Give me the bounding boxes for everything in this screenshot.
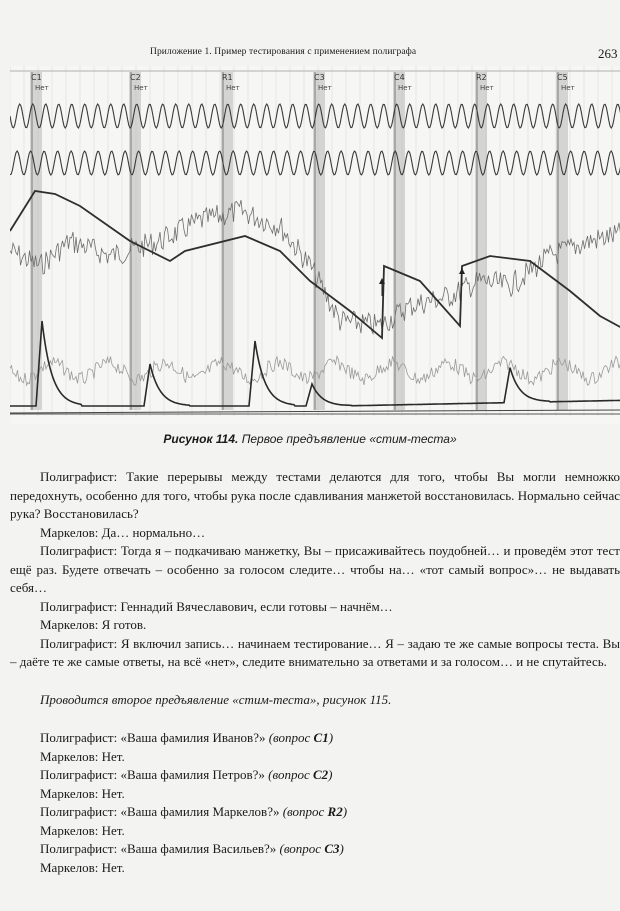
dialogue-text: Полиграфист: «Ваша фамилия Петров?» <box>40 767 265 782</box>
question-marker-label: C5 <box>557 73 568 82</box>
question-dialogue <box>10 729 620 877</box>
dialogue-text: Полиграфист: «Ваша фамилия Маркелов?» <box>40 804 280 819</box>
question-marker-label: C2 <box>130 73 141 82</box>
dialogue-line <box>10 729 620 748</box>
answer-label: Нет <box>134 84 148 92</box>
question-marker-label: C3 <box>314 73 325 82</box>
question-code: C3 <box>324 841 340 856</box>
question-marker-label: C4 <box>394 73 405 82</box>
answer-label: Нет <box>35 84 49 92</box>
stage-note <box>10 691 620 710</box>
dialogue-line <box>10 748 620 767</box>
dialogue-line <box>10 822 620 841</box>
page-header <box>0 46 620 64</box>
paragraph: Маркелов: Да… нормально… <box>40 524 206 540</box>
question-tag: (вопрос C1) <box>268 730 334 745</box>
question-code: R2 <box>327 804 343 819</box>
polygraph-chart-svg <box>10 66 620 424</box>
question-marker-label: R1 <box>222 73 233 82</box>
question-tag: (вопрос C3) <box>279 841 344 856</box>
dialogue-block <box>10 468 620 672</box>
caption-text: Первое предъявление «стим-теста» <box>241 432 457 446</box>
question-tag: (вопрос C2) <box>268 767 333 782</box>
answer-label: Нет <box>226 84 240 92</box>
dialogue-line <box>10 840 620 859</box>
dialogue-line <box>10 859 620 878</box>
answer-label: Нет <box>318 84 332 92</box>
paragraph: Полиграфист: Геннадий Вячеславович, если готовы – начнём… <box>40 598 393 614</box>
dialogue-text: Полиграфист: «Ваша фамилия Васильев?» <box>40 841 277 856</box>
paragraph: Полиграфист: Я включил запись… начинаем тестирование… Я – задаю те же самые вопросы теста. Вы – даёте те же самые ответы, на всё «нет», следите внимательно за ответами и за голосом… и не спутайтесь. <box>10 635 620 669</box>
question-tag: (вопрос R2) <box>282 804 348 819</box>
answer-label: Нет <box>398 84 412 92</box>
dialogue-text: Полиграфист: «Ваша фамилия Иванов?» <box>40 730 266 745</box>
stage-note-text: Проводится второе предъявление «стим-теста», рисунок 115. <box>40 692 392 707</box>
question-marker-label: C1 <box>31 73 42 82</box>
dialogue-text: Маркелов: Нет. <box>40 748 125 764</box>
dialogue-text: Маркелов: Нет. <box>40 859 125 875</box>
paragraph: Полиграфист: Такие перерывы между тестами делаются для того, чтобы Вы могли немножко передохнуть, особенно для того, чтобы рука после сдавливания манжетой восстановилась. Нормально сейчас рука? Восстановилась? <box>10 469 620 521</box>
paragraph: Маркелов: Я готов. <box>40 617 147 632</box>
question-code: C1 <box>313 730 329 745</box>
dialogue-text: Маркелов: Нет. <box>40 822 125 838</box>
dialogue-line <box>10 766 620 785</box>
page-number: 263 <box>598 46 618 61</box>
question-code: C2 <box>312 767 329 782</box>
running-head: Приложение 1. Пример тестирования с применением полиграфа <box>150 47 417 57</box>
dialogue-line <box>10 785 620 804</box>
caption-label: Рисунок 114. <box>163 432 239 446</box>
question-marker-label: R2 <box>476 73 487 82</box>
paragraph: Полиграфист: Тогда я – подкачиваю манжетку, Вы – присаживайтесь поудобней… и проведём этот тест ещё раз. Будете отвечать – особенно за голосом следите… чтобы на… «тот самый вопрос»… не выдавать себя… <box>10 543 620 595</box>
polygraph-chart <box>10 66 620 424</box>
dialogue-line <box>10 803 620 822</box>
answer-label: Нет <box>561 84 575 92</box>
figure-caption <box>0 432 620 446</box>
dialogue-text: Маркелов: Нет. <box>40 785 125 801</box>
answer-label: Нет <box>480 84 494 92</box>
